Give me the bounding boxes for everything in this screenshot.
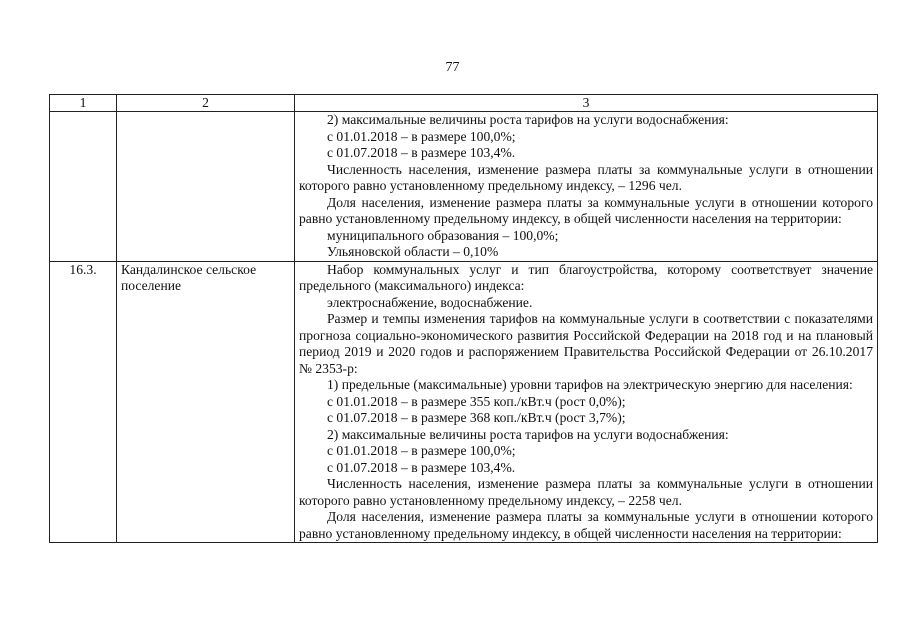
electricity-tariff-jan: с 01.01.2018 – в размере 355 коп./кВт.ч (рост 0,0%); <box>327 393 626 409</box>
tariff-basis: Размер и темпы изменения тарифов на коммунальные услуги в соответствии с показателями прогноза социально-экономического развития Российской Федерации на 2018 год и на плановый период 2019 и 2020 годов и распоряжением Правительства Российской Федерации от 26.10.2017 № 2353-р: <box>299 311 873 376</box>
population-share-heading: Доля населения, изменение размера платы за коммунальные услуги в отношении которого равно установленному предельному индексу, в общей численности населения на территории: <box>299 509 873 541</box>
row-name-cell: Кандалинское сельское поселение <box>117 261 295 543</box>
page-number: 77 <box>445 60 460 75</box>
row-number-cell: 16.3. <box>50 261 117 543</box>
water-tariff-heading: 2) максимальные величины роста тарифов на услуги водоснабжения: <box>327 112 729 127</box>
header-cell-3: 3 <box>295 95 878 112</box>
tariff-table <box>49 94 878 543</box>
water-tariff-jul: с 01.07.2018 – в размере 103,4%. <box>327 459 516 475</box>
header-cell-2: 2 <box>117 95 295 112</box>
population-count: Численность населения, изменение размера платы за коммунальные услуги в отношении которого равно установленному предельному индексу, – 1296 чел. <box>299 161 873 193</box>
services-list: электроснабжение, водоснабжение. <box>327 294 533 310</box>
water-tariff-heading: 2) максимальные величины роста тарифов на услуги водоснабжения: <box>327 426 729 442</box>
electricity-tariff-heading: 1) предельные (максимальные) уровни тарифов на электрическую энергию для населения: <box>327 377 853 392</box>
header-cell-1: 1 <box>50 95 117 112</box>
water-tariff-jan: с 01.01.2018 – в размере 100,0%; <box>327 443 516 458</box>
water-tariff-jan: с 01.01.2018 – в размере 100,0%; <box>327 128 516 144</box>
population-count: Численность населения, изменение размера платы за коммунальные услуги в отношении которого равно установленному предельному индексу, – 2258 чел. <box>299 476 873 508</box>
row-number-cell <box>50 112 117 262</box>
electricity-tariff-jul: с 01.07.2018 – в размере 368 коп./кВт.ч (рост 3,7%); <box>327 410 626 425</box>
share-region: Ульяновской области – 0,10% <box>327 244 499 259</box>
row-name-cell <box>117 112 295 262</box>
share-municipality: муниципального образования – 100,0%; <box>327 227 559 243</box>
table-row <box>50 112 878 262</box>
services-set: Набор коммунальных услуг и тип благоустройства, которому соответствует значение предельного (максимального) индекса: <box>299 261 873 293</box>
table-header-row <box>50 95 878 112</box>
population-share-heading: Доля населения, изменение размера платы за коммунальные услуги в отношении которого равно установленному предельному индексу, в общей численности населения на территории: <box>299 194 873 226</box>
row-content-cell <box>295 261 878 543</box>
table-row <box>50 261 878 543</box>
water-tariff-jul: с 01.07.2018 – в размере 103,4%. <box>327 145 516 160</box>
row-content-cell <box>295 112 878 262</box>
